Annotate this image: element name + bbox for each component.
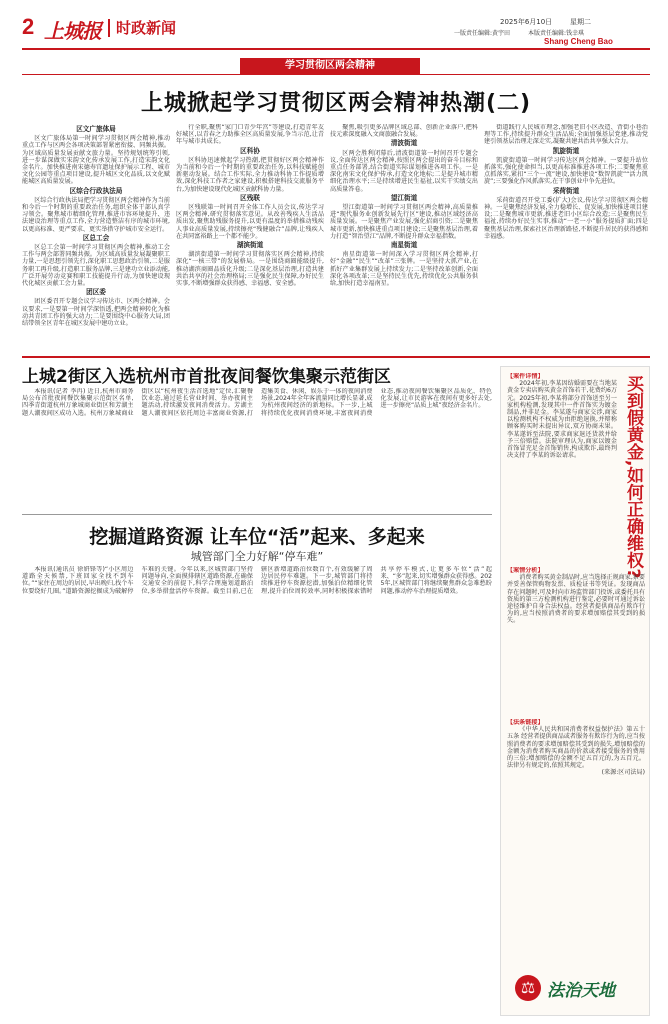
sidebar-title: 买到假黄金,如何正确维权?: [623, 375, 643, 579]
headline-2: 上城2街区入选杭州市首批夜间餐饮集聚示范街区: [22, 367, 391, 387]
sidebar-law-label: 【法条链接】: [507, 719, 544, 726]
headline-3-subtitle: 城管部门全力好解“停车难”: [190, 550, 324, 563]
sidebar-analysis-body: 消费者购买黄金制品时,应当选择正规商家,索要并妥善保管购物发票、质检证书等凭证。发现商品存在问题时,可及时向市场监管部门投诉,或委托具有资质的第三方检测机构进行鉴定,必要时可通过诉讼途径维护自身合法权益。经营者提供商品有欺诈行为的,应当按照消费者的要求增加赔偿其受到的损失。: [507, 574, 645, 625]
section-divider: [108, 19, 110, 37]
story1-subhead: 采荷街道: [552, 186, 580, 195]
sidebar-case-text: [507, 373, 617, 565]
story1-column-1: [22, 124, 170, 350]
story1-paragraph: 行全职,聚焦“家门口青少年宫”等建设,打造青年友好城区,以青春之力助推全区高质量发展,争当示范,让青年与城市共成长。: [176, 124, 324, 146]
story1-paragraph: 街道践行人民城市理念,加强老旧小区改造、背街小巷治理等工作,持续提升群众生活品质;全面加强基层党建,推动党建引领基层治理走深走实,凝聚共建共治共享强大合力。: [484, 124, 648, 146]
story1-paragraph: 聚焦,吸引更多品牌区域总部、创新企业落户,把科技元素深度融入文商旅融合发展。: [330, 124, 478, 139]
story1-paragraph: 区总工会第一时间学习贯彻区两会精神,推动工会工作与两会部署同频共振。为区域高质量发展凝聚职工力量,一是思想引领先行,深化职工思想政治引领,二是服务职工再升级,打造职工服务品牌,三是建功立业添动能,广泛开展劳动竞赛和职工技能提升行动,为加快建设现代化城区贡献工会力量。: [22, 244, 170, 288]
headline-1: 上城掀起学习贯彻区两会精神热潮(二): [140, 91, 532, 116]
editor-line: 一版责任编辑:黄宇田: [454, 30, 511, 37]
page-header: [22, 14, 650, 48]
story1-paragraph: 团区委召开专题会议学习传达市、区两会精神。会议要求,一是要第一时间学深悟透,把两会精神转化为推动共青团工作的强大动力;二是要围绕中心服务大局,团结带领全区青年在城区发展中建功立业。: [22, 298, 170, 328]
story1-subhead: 团区委: [86, 288, 106, 297]
banner-ribbon-left: [22, 74, 650, 75]
story1-column-3: [330, 124, 478, 350]
story1-paragraph: 凯旋街道第一时间学习传达区两会精神。一要提升站位抓落实,强化使命担当,以更高标准推进各项工作;二要聚焦重点抓落实,紧扣“三个一流”建设,加快建设“数智凯旋”“活力凯旋”;三要强化作风抓落实,在干事创业中争先进位。: [484, 156, 648, 186]
story1-paragraph: 区综合行政执法局把学习贯彻区两会精神作为当前和今后一个时期的重要政治任务,组织全体干部认真学习领会。聚焦城市精细化管理,推进市容环境提升、违法建设治理等重点工作,全力营造整洁有序的城市环境,以更高标准、更严要求、更实举措守护城市安全运行。: [22, 196, 170, 233]
story1-paragraph: 南星街道第一时间深入学习贯彻区两会精神,打好“金融”“民生”“改革”三张牌。一是坚持大抓产业,在抓好产业集群发展上持续发力;二是坚持改革创新,全面深化各项改革;三是坚持民生优先,持续优化公共服务供给,加快打造幸福南星。: [330, 251, 478, 288]
story1-subhead: 南星街道: [390, 241, 418, 250]
section-separator-1: [22, 356, 650, 358]
sidebar-case-label: 【案件详情】: [507, 373, 544, 380]
sidebar-analysis-label: 【案情分析】: [507, 567, 544, 574]
story1-subhead: 清波街道: [390, 139, 418, 148]
story1-paragraph: 区科协迅速掀起学习热潮,把贯彻好区两会精神作为当前和今后一个时期的重要政治任务,以科技赋能创新驱动发展。结合工作实际,全力推动科协工作提质增效,深化科技工作者之家建设,积极搭建科技交流服务平台,为加快建设现代化城区贡献科协力量。: [176, 156, 324, 193]
story1-subhead: 望江街道: [390, 193, 418, 202]
story1-subhead: 区科协: [240, 146, 260, 155]
story1-subhead: 湖滨街道: [236, 241, 264, 250]
topic-banner: 学习贯彻区两会精神: [240, 58, 420, 74]
story1-subhead: 凯旋街道: [552, 146, 580, 155]
sidebar-case-body: 2024年初,李某因结婚需要在当地某黄金专卖店购买黄金首饰若干,花费约6万元。2025年初,李某将部分首饰送至另一家机构检测,发现其中一件首饰实为镀金制品,并非足金。李某遂与商家交涉,商家以检测机构不权威为由拒绝退换,并辩称顾客购买时未提出异议,双方协商未果。李某遂诉至法院,要求商家退还货款并给予三倍赔偿。法院审理认为,商家以镀金首饰冒充足金首饰销售,构成欺诈,最终判决支持了李某的诉讼请求。: [507, 380, 617, 460]
section-title: 时政新闻: [116, 19, 177, 37]
newspaper-logo: 上城报: [44, 19, 101, 43]
sidebar-footer: [501, 965, 649, 1015]
typeset-line: 本版责任编辑:钱幸琪: [528, 30, 585, 37]
story1-column-4: [484, 124, 648, 350]
story1-paragraph: 采荷街道召开党工委(扩大)会议,传达学习贯彻区两会精神。一是聚焦经济发展,全力稳增长、促发展,加快推进项目建设;二是聚焦城市更新,推进老旧小区综合改造;三是聚焦民生福祉,持续办好民生实事,推动“一老一小”服务提质扩面;四是聚焦基层治理,探索社区治理新路径,不断提升居民的获得感和幸福感。: [484, 196, 648, 240]
story1-subhead: 区总工会: [82, 233, 110, 242]
story1-column-2: [176, 124, 324, 350]
story1-paragraph: 望江街道第一时间学习贯彻区两会精神,高质量推进“现代服务业创新发展先行区”建设,推动区域经济高质量发展。一是聚焦产业发展,强化招商引资;二是聚焦城市更新,加快推进重点项目建设;三是聚焦基层治理,着力打造“智治望江”品牌,不断提升群众幸福指数。: [330, 204, 478, 240]
page-number: 2: [22, 14, 35, 39]
story1-paragraph: 区残联第一时间召开全体工作人员会议,传达学习区两会精神,研究贯彻落实意见。从改善残疾人生活品质出发,聚焦助残服务提升,以更有温度的举措推动残疾人事业高质量发展,持续擦亮“残健融合”品牌,让残疾人在共同富裕路上一个都不能少。: [176, 204, 324, 240]
issue-weekday: 星期二: [570, 18, 591, 26]
headline-3: 挖掘道路资源 让车位“活”起来、多起来: [89, 526, 425, 548]
sidebar-law-body: 《中华人民共和国消费者权益保护法》第五十五条 经营者提供商品或者服务有欺诈行为的,应当按照消费者的要求增加赔偿其受到的损失,增加赔偿的金额为消费者购买商品的价款或者接受服务的费用的三倍;增加赔偿的金额不足五百元的,为五百元。法律另有规定的,依照其规定。: [507, 726, 645, 770]
scale-icon: ⚖: [515, 975, 541, 1001]
story1-subhead: 区文广旅体局: [76, 125, 116, 133]
issue-date: 2025年6月10日: [500, 18, 553, 26]
section-separator-2: [22, 514, 492, 515]
story1-subhead: 区残联: [240, 193, 260, 202]
story1-subhead: 区综合行政执法局: [69, 186, 123, 195]
brand-english: Shang Cheng Bao: [544, 37, 613, 46]
header-rule: [22, 48, 650, 50]
sidebar-law: [507, 719, 645, 949]
sidebar-analysis: [507, 567, 645, 715]
sidebar-footer-label: 法治天地: [547, 981, 615, 1001]
legal-sidebar: [500, 366, 650, 1016]
story1-paragraph: 区文广旅体局第一时间学习贯彻区两会精神,推动重点工作与区两会各项决策部署紧密衔接、同频共振。为区域高质量发展贡献文旅力量。坚持规划统筹引领,进一步谋深做实宋韵文化传承发展工作,打造宋韵文化金名片。加快推进南宋德寿宫遗址保护展示工程、城市文化公园等重点项目建设,提升城区文化品质,以文化赋能城区高质量发展。: [22, 135, 170, 186]
story1-paragraph: 湖滨街道第一时间学习贯彻落实区两会精神,持续深化“一核三带”的发展格局。一是围绕商圈能级提升,推动湖滨商圈品质化升级;二是深化基层治理,打造共建共治共享的社会治理格局;三是强化民生保障,办好民生实事,不断增强群众获得感、幸福感、安全感。: [176, 251, 324, 288]
sidebar-source: (来源:区司法局): [601, 769, 645, 777]
story2-body: 本报讯(记者 李冉) 近日,杭州市商务局公布首批夜间餐饮集聚示范街区名单,四季青街道杭州万象城商业街区和芳湖主题人潮夜间区成功入选。杭州万象城商业街区以“杭州夜生活首选地”定位,汇聚餐饮业态,通过延长营业时间、举办夜间主题活动,持续激发夜间消费活力。芳湖主题人潮夜间区依托周边丰富商业资源,打造集美食、休闲、娱乐于一体的夜间消费场景,2024年全年客流量同比增长显著,成为杭州夜间经济的新地标。下一步,上城将持续优化夜间消费环境,丰富夜间消费业态,推动夜间餐饮集聚区品质化、特色化发展,让市民游客在夜间有更多好去处,进一步擦亮“品质上城”夜经济金名片。: [22, 388, 492, 417]
story3-body: 本报讯(通讯员 徐妍锋等)“小区周边道路全天候禁,下班回家全找不到车位。”“家住在周边的居民,早出晚归,找个车位要绕好几圈。”道路资源挖掘成为破解停车难的关键。今年以来,区城管部门坚持问题导向,全面摸排辖区道路资源,在确保交通安全的前提下,科学合理施划道路泊位,多举措盘活停车资源。截至目前,已在辖区新增道路泊位数百个,有效缓解了周边居民停车难题。下一步,城管部门将持续推进停车资源挖潜,加强泊位精细化管理,提升泊位周转效率,同时积极探索错时共享停车模式,让更多车位“活”起来、“多”起来,切实增强群众获得感。2025年,区城管部门将继续聚焦群众急难愁盼问题,推动停车治理提质增效。: [22, 566, 492, 595]
story1-paragraph: 区两会胜利闭幕后,清波街道第一时间召开专题会议,全面传达区两会精神,按照区两会提出的奋斗目标和重点任务部署,结合街道实际谋划推进各项工作。一是深化南宋文化保护传承,打造文化地标;二是提升城市精细化治理水平;三是持续增进民生福祉,以实干实绩交出高质量答卷。: [330, 149, 478, 193]
